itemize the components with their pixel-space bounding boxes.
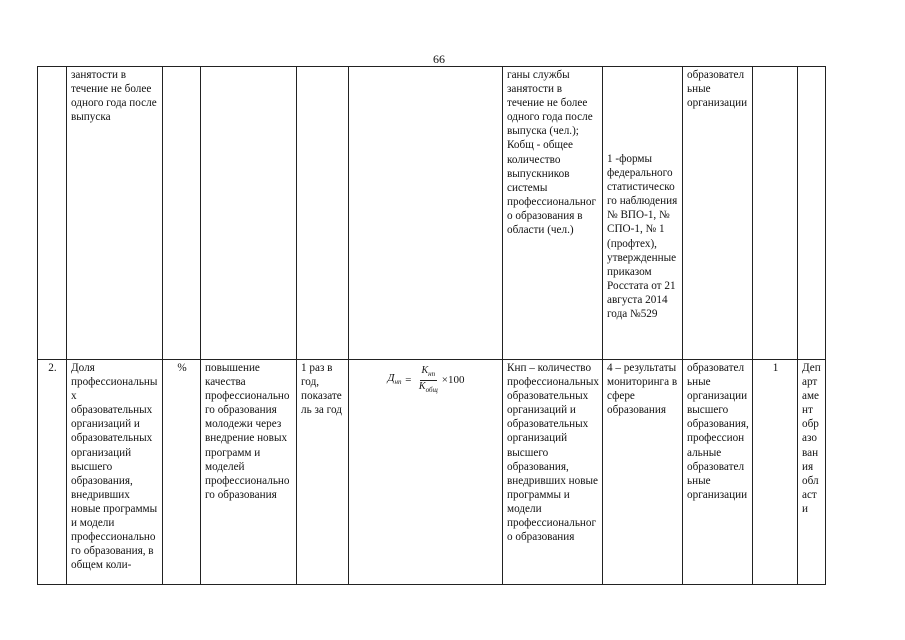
frequency-cell <box>297 67 349 360</box>
formula-notes-part-2: Кобщ - общее количество выпускников системы профессионального образования в области (чел.) <box>507 139 597 237</box>
source-text: 1 -формы федерального статистического наблюдения № ВПО-1, № СПО-1, № 1 (профтех), утвержденные приказом Росстата от 21 августа 2014 года №529 <box>607 153 678 321</box>
page-number: 66 <box>433 52 445 66</box>
table-row <box>38 360 826 585</box>
responsible-cell: Департамент образования области <box>798 360 826 585</box>
indicator-cell: Доля профессиональных образовательных организаций и образовательных организаций высшего образования, внедривших новые программы и модели профессионального образования, в общем коли- <box>67 360 163 585</box>
formula-cell <box>349 67 503 360</box>
formula: $Д_{нп}$ = $\frac{К_{нп}}{К_{общ}}$ ×100 <box>387 365 465 394</box>
code-cell: 1 <box>753 360 798 585</box>
frequency-cell: 1 раз в год, показатель за год <box>297 360 349 585</box>
formula-multiplier: ×100 <box>441 374 465 387</box>
row-number-cell <box>38 67 67 360</box>
formula-notes-cell: Кнп – количество профессиональных образовательных организаций и образовательных организаций высшего образования, внедривших новые программы и модели профессионального образования <box>503 360 603 585</box>
formula-cell <box>349 360 503 585</box>
formula-notes-cell <box>503 67 603 360</box>
formula-fraction: $\frac{К_{нп}}{К_{общ}}$ <box>418 365 438 394</box>
indicator-table <box>37 66 826 585</box>
unit-cell <box>163 67 201 360</box>
table-row <box>38 67 826 360</box>
goal-cell <box>201 67 297 360</box>
row-number-cell: 2. <box>38 360 67 585</box>
goal-cell: повышение качества профессионального образования молодежи через внедрение новых программ и моделей профессионального образования <box>201 360 297 585</box>
formula-notes-part-1: ганы службы занятости в течение не более одного года после выпуска (чел.); <box>507 69 593 138</box>
collector-cell: образовательные организации высшего образования, профессиональные образовательные организации <box>683 360 753 585</box>
collector-cell: образовательные организации <box>683 67 753 360</box>
formula-lhs: $Д_{нп}$ <box>387 372 402 387</box>
code-cell <box>753 67 798 360</box>
source-cell <box>603 67 683 360</box>
unit-cell: % <box>163 360 201 585</box>
source-cell: 4 – результаты мониторинга в сфере образования <box>603 360 683 585</box>
indicator-cell: занятости в течение не более одного года после выпуска <box>67 67 163 360</box>
responsible-cell <box>798 67 826 360</box>
